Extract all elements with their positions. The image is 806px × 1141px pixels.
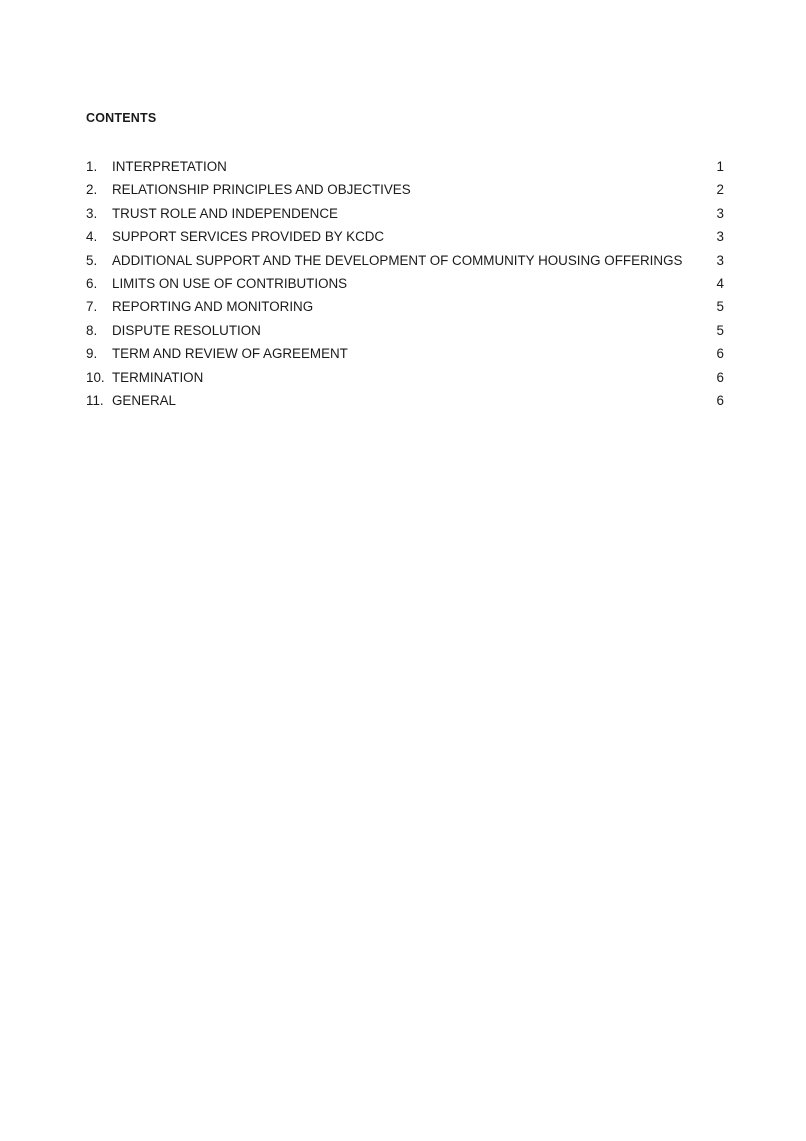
toc-entry-page: 6	[716, 392, 724, 408]
toc-entry[interactable]	[86, 252, 724, 275]
toc-entry[interactable]	[86, 369, 724, 392]
toc-entry-number: 7.	[86, 299, 98, 315]
toc-entry-page: 6	[716, 346, 724, 362]
toc-entry-page: 2	[716, 182, 724, 198]
toc-entry[interactable]	[86, 181, 724, 204]
toc-entry-page: 3	[716, 205, 724, 221]
toc-entry-page: 6	[716, 369, 724, 385]
toc-entry-title: TRUST ROLE AND INDEPENDENCE	[112, 205, 338, 221]
toc-entry[interactable]	[86, 392, 724, 415]
toc-entry-number: 3.	[86, 205, 98, 221]
table-of-contents	[86, 158, 724, 415]
toc-entry[interactable]	[86, 345, 724, 368]
toc-entry-title: TERM AND REVIEW OF AGREEMENT	[112, 346, 348, 362]
toc-entry-number: 6.	[86, 275, 98, 291]
toc-entry-page: 5	[716, 322, 724, 338]
toc-entry-title: RELATIONSHIP PRINCIPLES AND OBJECTIVES	[112, 182, 411, 198]
toc-entry-title: GENERAL	[112, 392, 176, 408]
toc-entry-page: 3	[716, 229, 724, 245]
toc-entry-title: ADDITIONAL SUPPORT AND THE DEVELOPMENT OF COMMUNITY HOUSING OFFERINGS	[112, 252, 683, 268]
toc-entry[interactable]	[86, 205, 724, 228]
toc-entry-title: LIMITS ON USE OF CONTRIBUTIONS	[112, 275, 348, 291]
toc-entry-number: 5.	[86, 252, 98, 268]
toc-entry-number: 8.	[86, 322, 98, 338]
toc-entry-number: 2.	[86, 182, 98, 198]
toc-entry-number: 4.	[86, 229, 98, 245]
toc-entry[interactable]	[86, 275, 724, 298]
toc-entry[interactable]	[86, 322, 724, 345]
toc-entry[interactable]	[86, 158, 724, 181]
toc-entry-title: INTERPRETATION	[112, 159, 227, 174]
toc-entry[interactable]	[86, 298, 724, 321]
toc-entry-number: 10.	[86, 369, 105, 385]
toc-entry-number: 9.	[86, 346, 98, 362]
toc-entry-title: REPORTING AND MONITORING	[112, 299, 314, 315]
toc-entry-title: TERMINATION	[112, 369, 204, 385]
toc-entry[interactable]	[86, 228, 724, 251]
toc-entry-title: DISPUTE RESOLUTION	[112, 322, 261, 338]
contents-heading: CONTENTS	[86, 111, 157, 125]
toc-entry-number: 11.	[86, 392, 104, 408]
toc-entry-page: 5	[716, 299, 724, 315]
toc-entry-title: SUPPORT SERVICES PROVIDED BY KCDC	[112, 229, 385, 245]
toc-entry-page: 1	[716, 159, 724, 174]
toc-entry-page: 4	[716, 275, 724, 291]
toc-entry-number: 1.	[86, 159, 98, 174]
toc-entry-page: 3	[716, 252, 724, 268]
